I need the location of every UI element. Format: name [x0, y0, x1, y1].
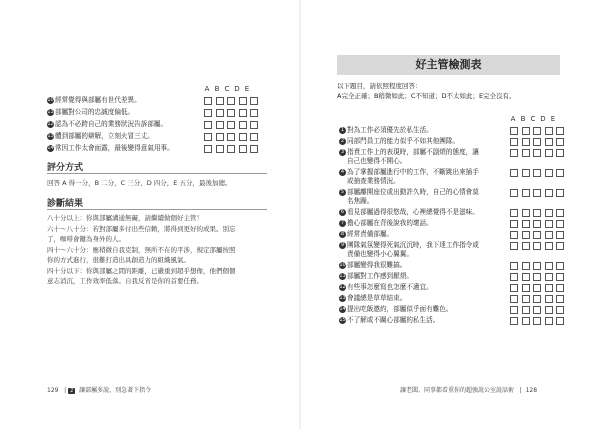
answer-checkbox[interactable] — [556, 138, 564, 146]
answer-checkbox[interactable] — [545, 169, 553, 177]
answer-checkbox[interactable] — [533, 242, 541, 250]
question-row — [47, 144, 174, 153]
answer-header: B — [520, 115, 526, 123]
answer-checkbox[interactable] — [556, 127, 564, 135]
question-row — [47, 96, 141, 105]
question-number: 13 — [47, 132, 54, 139]
answer-checkbox[interactable] — [533, 262, 541, 270]
answer-boxes — [204, 145, 262, 164]
question-text-cont: 名焦躁。 — [347, 197, 374, 205]
question-text: 對為工作必須優先於私生活。 — [347, 126, 433, 134]
right-footer: 讓老闆、同事都看重你的超強說公室說話術 | 128 — [400, 387, 538, 394]
question-text: 指責工作上的表現時，部屬不副煩的態度，讓 — [347, 148, 479, 156]
question-number: 1 — [340, 126, 345, 133]
answer-checkbox[interactable] — [227, 109, 235, 117]
answer-header: D — [540, 115, 546, 123]
question-text: 部屬對工作感到厭煩。 — [347, 272, 413, 280]
answer-checkbox[interactable] — [227, 145, 235, 153]
question-row — [339, 241, 479, 259]
question-text: 團隊氣氛變得死氣沉沉時，我下達工作指令或 — [347, 241, 479, 249]
answer-checkbox[interactable] — [510, 295, 518, 303]
question-row — [339, 137, 459, 146]
question-number: 10 — [339, 261, 346, 268]
question-text: 不了解或不關心部屬的私生活。 — [347, 316, 440, 324]
answer-checkbox[interactable] — [533, 284, 541, 292]
question-text: 部屬離開座位或出動許久時，自己的心情會莫 — [347, 188, 479, 196]
question-text: 會議總是草草結束。 — [347, 294, 407, 302]
answer-header: A — [510, 115, 516, 123]
question-number: 11 — [339, 272, 346, 279]
question-number: 10 — [47, 96, 54, 103]
diagnosis-text — [47, 213, 287, 287]
question-number: 15 — [339, 316, 346, 323]
question-row — [339, 283, 433, 292]
answer-checkbox[interactable] — [545, 127, 553, 135]
answer-checkbox[interactable] — [227, 133, 235, 141]
answer-checkbox[interactable] — [556, 295, 564, 303]
answer-checkbox[interactable] — [556, 284, 564, 292]
answer-checkbox[interactable] — [545, 138, 553, 146]
question-number: 13 — [339, 294, 346, 301]
answer-checkbox[interactable] — [510, 284, 518, 292]
question-row — [47, 120, 167, 129]
answer-boxes — [510, 189, 568, 208]
question-number: 9 — [340, 241, 345, 248]
running-head: 讓老闆、同事都看重你的超強說公室說話術 — [400, 387, 515, 394]
answer-checkbox[interactable] — [227, 121, 235, 129]
answer-header: D — [234, 85, 240, 93]
answer-checkbox[interactable] — [556, 262, 564, 270]
question-text-cont: 或抽查業務情況。 — [347, 177, 400, 185]
answer-checkbox[interactable] — [522, 242, 530, 250]
answer-checkbox[interactable] — [522, 295, 530, 303]
answer-checkbox[interactable] — [510, 169, 518, 177]
question-row — [339, 208, 479, 217]
answer-checkbox[interactable] — [533, 306, 541, 314]
answer-header: E — [550, 115, 556, 123]
answer-checkbox[interactable] — [250, 97, 258, 105]
answer-boxes — [510, 242, 568, 261]
answer-checkbox[interactable] — [522, 138, 530, 146]
answer-checkbox[interactable] — [556, 306, 564, 314]
answer-checkbox[interactable] — [522, 169, 530, 177]
intro-line: A完全正確；B稍微如此；C不知道；D不太如此；E完全沒有。 — [337, 92, 516, 100]
answer-checkbox[interactable] — [556, 273, 564, 281]
answer-checkbox[interactable] — [533, 169, 541, 177]
answer-header-row — [202, 85, 252, 93]
answer-checkbox[interactable] — [510, 138, 518, 146]
answer-checkbox[interactable] — [556, 242, 564, 250]
question-row — [339, 148, 479, 166]
answer-checkbox[interactable] — [533, 317, 541, 325]
section-divider — [47, 209, 267, 210]
answer-checkbox[interactable] — [545, 273, 553, 281]
answer-checkbox[interactable] — [545, 149, 553, 157]
question-row — [339, 219, 433, 228]
chapter-chip: 2 — [70, 387, 74, 394]
question-row — [339, 294, 406, 303]
answer-checkbox[interactable] — [510, 262, 518, 270]
question-row — [47, 108, 134, 117]
answer-boxes — [510, 149, 568, 168]
diagnosis-line: 六十～八十分：若對部屬多付出些信賴，將得到更好的成果。別忘 — [47, 224, 236, 233]
left-footer: 129 | 2 讓部屬多說，別急著下指令 — [47, 387, 152, 394]
intro-line: 以下題目，請依照程度回答： — [337, 82, 422, 90]
question-row — [339, 272, 413, 281]
answer-checkbox[interactable] — [204, 97, 212, 105]
answer-header: B — [214, 85, 220, 93]
answer-checkbox[interactable] — [556, 189, 564, 197]
answer-checkbox[interactable] — [250, 109, 258, 117]
page-number: 128 — [525, 387, 538, 394]
answer-checkbox[interactable] — [533, 295, 541, 303]
question-text-cont: 責備也變得小心翼翼。 — [347, 250, 413, 258]
question-text: 有些事怎麼寫也怎麼不適宜。 — [347, 283, 433, 291]
answer-checkbox[interactable] — [533, 138, 541, 146]
answer-checkbox[interactable] — [545, 209, 553, 217]
question-number: 8 — [340, 230, 345, 237]
page-number: 129 — [47, 387, 59, 394]
question-number: 2 — [340, 137, 345, 144]
answer-checkbox[interactable] — [250, 133, 258, 141]
answer-checkbox[interactable] — [533, 273, 541, 281]
answer-checkbox[interactable] — [510, 189, 518, 197]
answer-checkbox[interactable] — [510, 306, 518, 314]
question-number: 3 — [340, 148, 345, 155]
question-text: 經常責備部屬。 — [347, 230, 394, 238]
answer-checkbox[interactable] — [204, 109, 212, 117]
answer-checkbox[interactable] — [250, 121, 258, 129]
question-text: 同部門員工的能力似乎不如其他團隊。 — [347, 137, 460, 145]
diagnosis-title: 診斷結果 — [47, 199, 84, 209]
question-number: 12 — [47, 120, 54, 127]
answer-header: A — [204, 85, 210, 93]
answer-checkbox[interactable] — [556, 317, 564, 325]
answer-checkbox[interactable] — [510, 127, 518, 135]
answer-checkbox[interactable] — [239, 133, 247, 141]
question-row — [339, 188, 479, 206]
answer-header: C — [530, 115, 536, 123]
answer-checkbox[interactable] — [556, 169, 564, 177]
answer-checkbox[interactable] — [556, 209, 564, 217]
answer-checkbox[interactable] — [204, 145, 212, 153]
answer-checkbox[interactable] — [545, 295, 553, 303]
answer-checkbox[interactable] — [522, 149, 530, 157]
question-row — [339, 230, 393, 239]
answer-checkbox[interactable] — [216, 97, 224, 105]
scoring-title: 評分方式 — [47, 163, 84, 173]
question-text: 看見部屬過得很悠哉，心裡總覺得不是滋味。 — [347, 208, 479, 216]
question-number: 14 — [47, 144, 54, 151]
question-number: 6 — [340, 208, 345, 215]
answer-checkbox[interactable] — [533, 149, 541, 157]
question-row — [339, 261, 406, 270]
question-row — [339, 316, 439, 325]
answer-checkbox[interactable] — [545, 306, 553, 314]
answer-checkbox[interactable] — [522, 231, 530, 239]
answer-checkbox[interactable] — [239, 109, 247, 117]
diagnosis-line: 了，咖啡會鍵為身外的人。 — [47, 235, 125, 243]
diagnosis-line: 四十分以下：你與部屬之間的距離，已嚴重到超乎想像，他們個個 — [47, 266, 236, 275]
answer-checkbox[interactable] — [533, 231, 541, 239]
answer-boxes — [510, 317, 568, 336]
question-row — [339, 168, 479, 186]
answer-checkbox[interactable] — [510, 242, 518, 250]
question-number: 14 — [339, 305, 346, 312]
section-divider — [47, 173, 267, 174]
answer-checkbox[interactable] — [510, 149, 518, 157]
question-text-cont: 自己也變得不開心。 — [347, 157, 407, 165]
answer-checkbox[interactable] — [510, 273, 518, 281]
page-title: 好主管檢測表 — [337, 55, 560, 75]
answer-checkbox[interactable] — [533, 189, 541, 197]
question-text: 體到部屬的辯解，立刻火冒三丈。 — [55, 132, 154, 140]
answer-checkbox[interactable] — [510, 231, 518, 239]
answer-checkbox[interactable] — [556, 149, 564, 157]
question-number: 7 — [340, 219, 345, 226]
answer-checkbox[interactable] — [522, 273, 530, 281]
answer-checkbox[interactable] — [239, 121, 247, 129]
answer-checkbox[interactable] — [216, 121, 224, 129]
answer-checkbox[interactable] — [522, 189, 530, 197]
question-number: 5 — [340, 188, 345, 195]
answer-checkbox[interactable] — [545, 242, 553, 250]
diagnosis-line: 你的方式進行，很難打造出具創造力的組織風氣。 — [47, 256, 190, 264]
answer-checkbox[interactable] — [216, 133, 224, 141]
answer-checkbox[interactable] — [522, 220, 530, 228]
answer-checkbox[interactable] — [250, 145, 258, 153]
answer-checkbox[interactable] — [510, 209, 518, 217]
question-number: 12 — [339, 283, 346, 290]
question-number: 11 — [47, 108, 54, 115]
answer-checkbox[interactable] — [545, 317, 553, 325]
answer-checkbox[interactable] — [533, 220, 541, 228]
answer-checkbox[interactable] — [216, 109, 224, 117]
question-text: 常因工作太會面露，最後變得意氣用事。 — [55, 144, 174, 152]
diagnosis-line: 四十～六十分：應稍微自我克制，無所不在的平涉，規定部屬按照 — [47, 245, 236, 254]
scoring-text: 回答 A 得一分，B 二分，C 三分，D 四分，E 五分，最後加總。 — [47, 179, 232, 187]
answer-checkbox[interactable] — [216, 145, 224, 153]
question-text: 認為不必跨自己的業務狀況告訴部屬。 — [55, 120, 168, 128]
running-head: 讓部屬多說，別急著下指令 — [79, 387, 152, 394]
answer-checkbox[interactable] — [545, 231, 553, 239]
answer-header: C — [224, 85, 230, 93]
question-row — [47, 132, 154, 141]
answer-checkbox[interactable] — [556, 220, 564, 228]
answer-checkbox[interactable] — [545, 220, 553, 228]
question-text: 部屬變得我很難搞。 — [347, 261, 407, 269]
answer-checkbox[interactable] — [239, 97, 247, 105]
answer-checkbox[interactable] — [545, 189, 553, 197]
question-text: 為了掌握部屬進行中的工作，不斷跳出來插手 — [347, 168, 479, 176]
answer-checkbox[interactable] — [556, 231, 564, 239]
answer-checkbox[interactable] — [510, 220, 518, 228]
answer-checkbox[interactable] — [510, 317, 518, 325]
question-row — [339, 305, 453, 314]
answer-header: E — [244, 85, 250, 93]
answer-checkbox[interactable] — [545, 262, 553, 270]
diagnosis-line: 八十分以上：你與部屬溝通無礙，請繼續做個好主管！ — [47, 214, 203, 222]
answer-checkbox[interactable] — [522, 317, 530, 325]
answer-checkbox[interactable] — [545, 284, 553, 292]
answer-checkbox[interactable] — [522, 209, 530, 217]
question-text: 經常覺得與部屬有世代差異。 — [55, 96, 141, 104]
answer-checkbox[interactable] — [522, 284, 530, 292]
answer-checkbox[interactable] — [522, 127, 530, 135]
answer-header-row — [508, 115, 558, 123]
answer-checkbox[interactable] — [522, 262, 530, 270]
question-row — [339, 126, 433, 135]
answer-checkbox[interactable] — [522, 306, 530, 314]
answer-checkbox[interactable] — [204, 121, 212, 129]
answer-checkbox[interactable] — [533, 209, 541, 217]
answer-checkbox[interactable] — [227, 97, 235, 105]
answer-checkbox[interactable] — [533, 127, 541, 135]
question-text: 部屬對公司的忠誠度偏低。 — [55, 108, 135, 116]
answer-checkbox[interactable] — [204, 133, 212, 141]
diagnosis-line: 意志消沉，工作效率低落。自我反省是你的首要任務。 — [47, 277, 203, 285]
answer-boxes — [510, 169, 568, 188]
question-text: 擔心部屬在背後說我的壞話。 — [347, 219, 433, 227]
question-text: 提出吃飯邀約，部屬似乎面有難色。 — [347, 305, 453, 313]
question-number: 4 — [340, 168, 345, 175]
answer-checkbox[interactable] — [239, 145, 247, 153]
